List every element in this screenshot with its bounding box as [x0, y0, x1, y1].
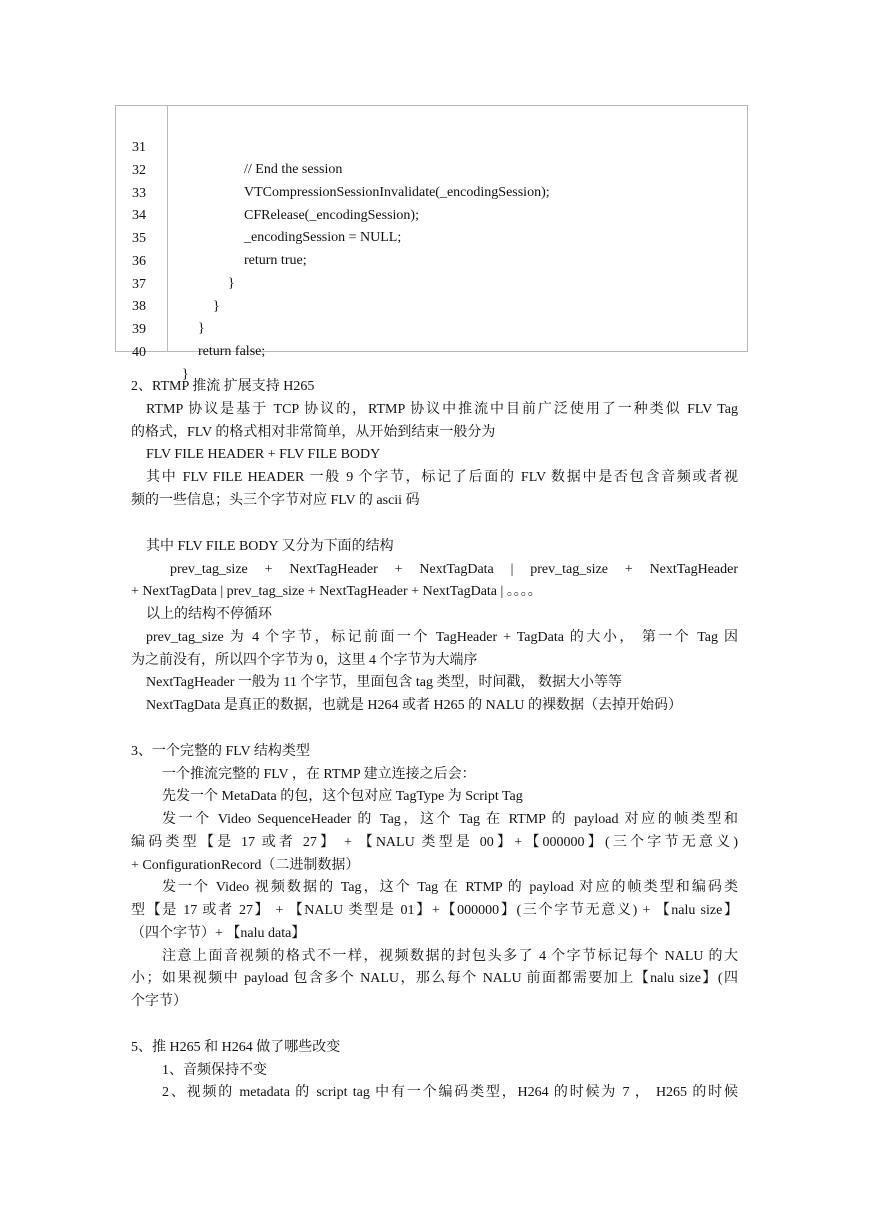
line-number: 39: [132, 322, 146, 337]
paragraph-line: 以上的结构不停循环: [146, 607, 272, 622]
code-text: }: [198, 321, 205, 336]
paragraph-line: prev_tag_size 为 4 个字节，标记前面一个 TagHeader + TagData 的大小， 第一个 Tag 因: [146, 630, 738, 645]
paragraph-line: 个字节）: [131, 994, 187, 1009]
code-text: }: [182, 367, 189, 382]
paragraph-line: 型【是 17 或者 27】 + 【NALU 类型是 01】+【000000】(三个字节无意义) + 【nalu size】: [131, 903, 738, 918]
line-number: 34: [132, 208, 146, 223]
paragraph-line: 发一个 Video SequenceHeader 的 Tag，这个 Tag 在 RTMP 的 payload 对应的帧类型和: [162, 812, 738, 827]
code-text: _encodingSession = NULL;: [244, 230, 402, 245]
line-number: 37: [132, 277, 146, 292]
line-number: 38: [132, 299, 146, 314]
paragraph-line: + ConfigurationRecord（二进制数据）: [131, 858, 360, 873]
paragraph-line: + NextTagData | prev_tag_size + NextTagHeader + NextTagData | 。。。。: [131, 584, 542, 599]
paragraph-line: 编码类型【是 17 或者 27】 + 【NALU 类型是 00】+【000000】(三个字节无意义): [131, 835, 738, 850]
code-text: return false;: [198, 344, 266, 359]
code-block: [115, 105, 748, 382]
line-number: 31: [132, 140, 146, 155]
section-heading: 2、RTMP 推流 扩展支持 H265: [131, 379, 315, 394]
paragraph-line: 先发一个 MetaData 的包，这个包对应 TagType 为 Script Tag: [162, 789, 523, 804]
paragraph-line: 发一个 Video 视频数据的 Tag，这个 Tag 在 RTMP 的 payload 对应的帧类型和编码类: [162, 880, 738, 895]
line-number: 40: [132, 345, 146, 360]
paragraph-line: 为之前没有，所以四个字节为 0，这里 4 个字节为大端序: [131, 653, 478, 668]
paragraph-line: 频的一些信息；头三个字节对应 FLV 的 ascii 码: [131, 493, 420, 508]
paragraph-line: 小；如果视频中 payload 包含多个 NALU，那么每个 NALU 前面都需要加上【nalu size】(四: [131, 971, 738, 986]
paragraph-line: prev_tag_size + NextTagHeader + NextTagData | prev_tag_size + NextTagHeader: [170, 562, 738, 577]
paragraph-line: FLV FILE HEADER + FLV FILE BODY: [146, 447, 381, 462]
code-text: CFRelease(_encodingSession);: [244, 208, 419, 223]
paragraph-line: （四个字节）+ 【nalu data】: [131, 926, 306, 941]
code-text: return true;: [244, 253, 307, 268]
paragraph-line: NextTagData 是真正的数据，也就是 H264 或者 H265 的 NALU 的裸数据（去掉开始码）: [146, 698, 683, 713]
code-text: }: [228, 276, 235, 291]
paragraph-line: RTMP 协议是基于 TCP 协议的，RTMP 协议中推流中目前广泛使用了一种类似 FLV Tag: [146, 402, 738, 417]
code-text: // End the session: [244, 162, 343, 177]
paragraph-line: 2、视频的 metadata 的 script tag 中有一个编码类型，H264 的时候为 7 ， H265 的时候: [162, 1085, 738, 1100]
paragraph-line: 其中 FLV FILE BODY 又分为下面的结构: [146, 539, 394, 554]
code-text: }: [213, 299, 220, 314]
line-number: 32: [132, 163, 146, 178]
paragraph-line: 1、音频保持不变: [162, 1063, 267, 1078]
paragraph-line: 一个推流完整的 FLV ，在 RTMP 建立连接之后会：: [162, 767, 476, 782]
line-number: 35: [132, 231, 146, 246]
paragraph-line: 其中 FLV FILE HEADER 一般 9 个字节，标记了后面的 FLV 数据中是否包含音频或者视: [146, 470, 738, 485]
paragraph-line: NextTagHeader 一般为 11 个字节，里面包含 tag 类型，时间戳， 数据大小等等: [146, 675, 622, 690]
line-number: 33: [132, 186, 146, 201]
paragraph-line: 注意上面音视频的格式不一样，视频数据的封包头多了 4 个字节标记每个 NALU 的大: [162, 949, 738, 964]
section-heading: 3、一个完整的 FLV 结构类型: [131, 744, 310, 759]
section-heading: 5、推 H265 和 H264 做了哪些改变: [131, 1040, 341, 1055]
paragraph-line: 的格式，FLV 的格式相对非常简单，从开始到结束一般分为: [131, 425, 496, 440]
code-text: VTCompressionSessionInvalidate(_encodingSession);: [244, 185, 550, 200]
line-number: 36: [132, 254, 146, 269]
